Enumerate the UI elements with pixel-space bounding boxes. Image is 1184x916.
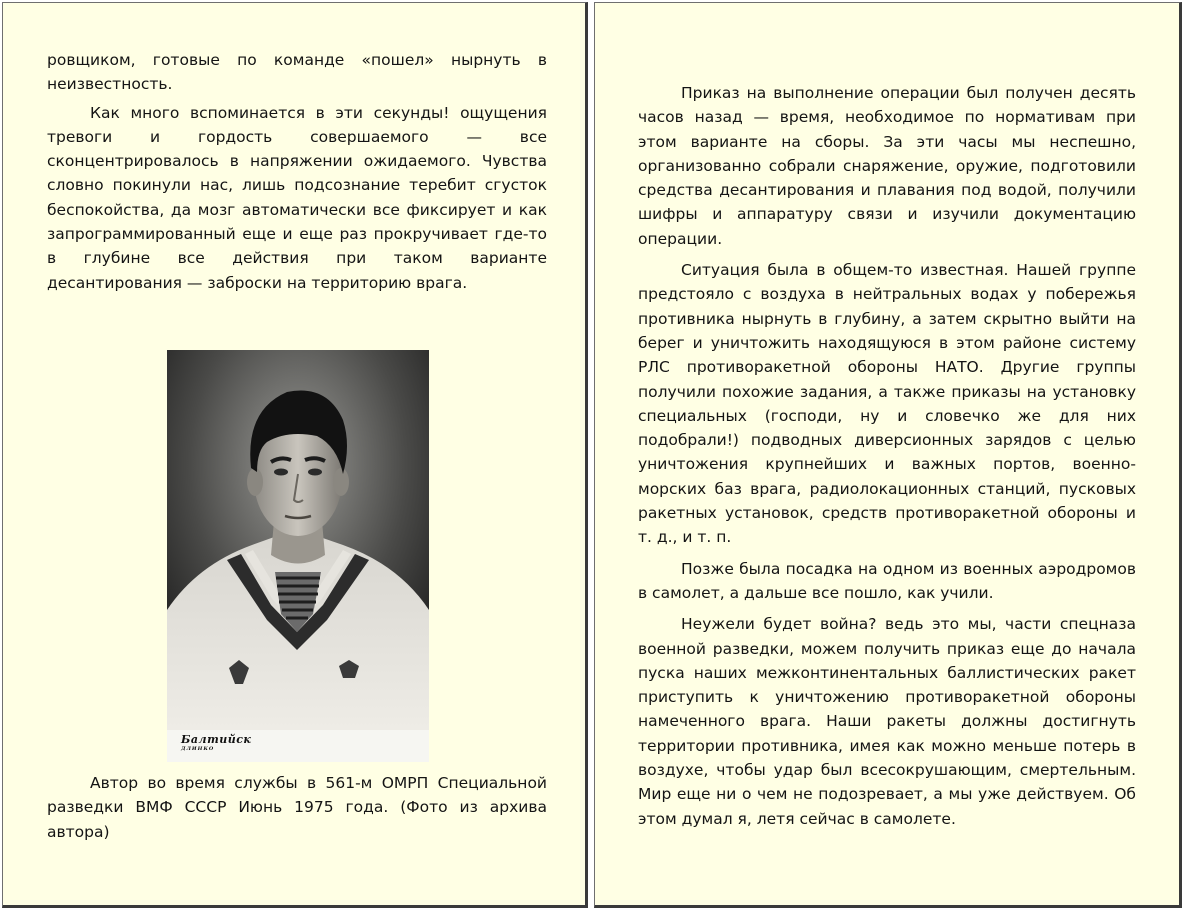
- paragraph: Ситуация была в общем-то известная. Нашей группе предстояло с воздуха в нейтральных водах у побережья противника нырнуть в глубину, а затем скрытно выйти на берег и уничтожить находящуюся в этом районе систему РЛС противоракетной обороны НАТО. Другие группы получили похожие задания, а также приказы на установку специальных (господи, ну и словечко же для них подобрали!) подводных диверсионных зарядов с целью уничтожения крупнейших и важных портов, военно-морских баз врага, радиолокационных станций, пусковых ракетных установок, средств противоракетной обороны и т. д., и т. п.: [638, 261, 1136, 547]
- left-page: [2, 2, 588, 908]
- left-page-text: [47, 48, 547, 295]
- right-page-text: [638, 81, 1136, 831]
- author-photo: [167, 350, 429, 762]
- paragraph: Неужели будет война? ведь это мы, части спецназа военной разведки, можем получить приказ еще до начала пуска наших межконтинентальных баллистических ракет приступить к уничтожению противоракетной обороны намеченного врага. Наши ракеты должны достигнуть территории противника, имея как можно меньше потерь в воздухе, чтобы удар был всесокрушающим, смертельным. Мир еще ни о чем не подозревает, а мы уже действуем. Об этом думал я, летя сейчас в самолете.: [638, 615, 1136, 828]
- paragraph: ровщиком, готовые по команде «пошел» нырнуть в неизвестность.: [47, 51, 547, 94]
- photo-caption: Автор во время службы в 561-м ОМРП Специальной разведки ВМФ СССР Июнь 1975 года. (Фото из архива автора): [47, 774, 547, 841]
- photo-stamp-text: Балтийск: [181, 733, 252, 746]
- right-page: [594, 2, 1182, 908]
- portrait-image: [167, 350, 429, 762]
- paragraph: Позже была посадка на одном из военных аэродромов в самолет, а дальше все пошло, как учили.: [638, 559, 1136, 602]
- paragraph: Приказ на выполнение операции был получен десять часов назад — время, необходимое по нормативам при этом варианте на сборы. За эти часы мы неспешно, организованно собрали снаряжение, оружие, подготовили средства десантирования и плавания под водой, получили шифры и аппаратуру связи и изучили документацию операции.: [638, 84, 1136, 248]
- photo-stamp-sub: ДЛИНКО: [181, 746, 215, 752]
- photo-stamp: [181, 733, 251, 752]
- paragraph: Как много вспоминается в эти секунды! ощущения тревоги и гордость совершаемого — все сконцентрировалось в напряжении ожидаемого. Чувства словно покинули нас, лишь подсознание теребит сгусток беспокойства, да мозг автоматически все фиксирует и как запрограммированный еще и еще раз прокручивает где-то в глубине все действия при таком варианте десантирования — заброски на территорию врага.: [47, 103, 547, 292]
